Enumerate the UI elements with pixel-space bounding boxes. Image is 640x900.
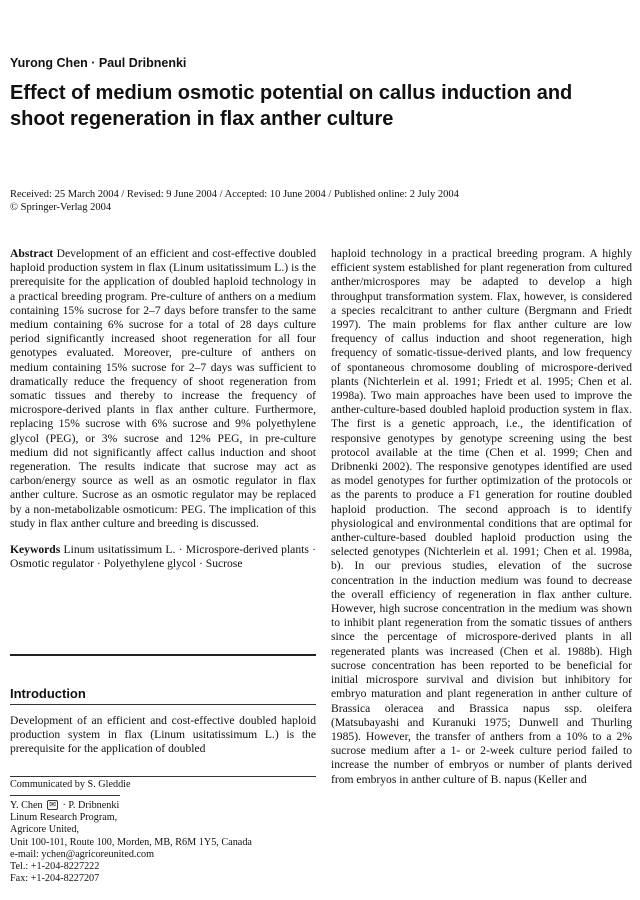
author-address bbox=[10, 800, 316, 885]
footnote-divider-short bbox=[10, 795, 120, 796]
author-name-1: Y. Chen bbox=[10, 800, 43, 811]
address-line: Linum Research Program, bbox=[10, 812, 118, 824]
address-line: Agricore United, bbox=[10, 824, 80, 836]
right-column bbox=[331, 247, 632, 787]
copyright-line: © Springer-Verlag 2004 bbox=[10, 202, 112, 213]
phone-line: Tel.: +1-204-8227222 bbox=[10, 861, 100, 873]
dates-line: Received: 25 March 2004 / Revised: 9 June 2004 / Accepted: 10 June 2004 / Published online: 2 July 2004 bbox=[10, 189, 459, 200]
communicated-by: Communicated by S. Gleddie bbox=[10, 779, 131, 790]
introduction-text: Development of an efficient and cost-effective doubled haploid production system in flax (Linum usitatissimum L.) is the prerequisite for the application of doubled bbox=[10, 714, 316, 756]
footnote-divider bbox=[10, 776, 316, 777]
correspondence-envelope-icon: ✉ bbox=[49, 800, 56, 809]
left-column bbox=[10, 247, 316, 571]
section-divider bbox=[10, 654, 316, 656]
abstract bbox=[10, 247, 316, 531]
address-names bbox=[10, 800, 316, 812]
fax-line: Fax: +1-204-8227207 bbox=[10, 873, 100, 885]
introduction-heading: Introduction bbox=[10, 686, 86, 701]
heading-rule bbox=[10, 704, 316, 705]
author-list: Yurong Chen · Paul Dribnenki bbox=[10, 56, 187, 70]
introduction-continued: haploid technology in a practical breeding program. A highly efficient system established for plant regeneration from cultured anther/microspores may be adapted to develop a high throughput transformation system. Flax, however, is considered a species recalcitrant to anther culture (Bergmann and Friedt 1997). The main problems for flax anther culture are low frequency of callus induction and shoot regeneration, high frequency of somatic-tissue-derived plants, and low frequency of spontaneous chromosome doubling of microspore-derived plants (Nichterlein et al. 1991; Friedt et al. 1995; Chen et al. 1998a). Two main approaches have been used to improve the anther-culture-based doubled haploid production system in flax. The first is a genetic approach, i.e., the identification of responsive genotypes by genotype screening using the best protocol available at the time (Chen et al. 1999; Chen and Dribnenki 2002). The responsive genotypes identified are used as model genotypes for further optimization of the protocols or as the parents to produce a F1 generation for routine doubled haploid production. The second approach is to identify physiological and environmental conditions that are optimal for anther-culture-based doubled haploid production using the selected genotypes (Nichterlein et al. 1991; Chen et al. 1998a, b). In our previous studies, elevation of the sucrose concentration in the induction medium was found to decrease the overall efficiency of regeneration in flax anther culture. However, high sucrose concentration in the medium was shown to inhibit plant regeneration from the somatic tissues of anthers since the percentage of microspore-derived plants in all regenerated plants was increased (Chen et al. 1988b). High sucrose concentration has been reported to be beneficial for initial microspore survival and division but inhibitory for embryo maturation and plant regeneration in anther culture of Brassica oleracea and Brassica napus ssp. oleifera (Matsubayashi and Kuranuki 1975; Dunwell and Thurling 1985). However, the transfer of anthers from a 10% to a 2% sucrose medium after a 1- or 2-week culture period failed to increase the number of embryos or number of plants derived from embryos in anther culture of B. napus (Keller and bbox=[331, 247, 632, 786]
abstract-label: Abstract bbox=[10, 247, 54, 260]
keywords bbox=[10, 543, 316, 571]
publication-dates bbox=[10, 188, 630, 214]
address-line: Unit 100-101, Route 100, Morden, MB, R6M 1Y5, Canada bbox=[10, 836, 252, 848]
keywords-label: Keywords bbox=[10, 543, 61, 557]
keywords-text: Linum usitatissimum L. · Microspore-derived plants · Osmotic regulator · Polyethylene glycol · Sucrose bbox=[10, 543, 316, 571]
paper-title: Effect of medium osmotic potential on callus induction and shoot regeneration in flax anther culture bbox=[10, 82, 573, 130]
abstract-text: Development of an efficient and cost-effective doubled haploid production system in flax (Linum usitatissimum L.) is the prerequisite for the application of doubled haploid technology in a practical breeding program. Pre-culture of anthers on a medium containing 15% sucrose for 2–7 days before transfer to the same medium containing 6% sucrose for a total of 28 days culture period significantly increased shoot regeneration for all four genotypes evaluated. Moreover, pre-culture of anthers on medium containing 15% sucrose for 2–7 days was sufficient to dramatically reduce the frequency of shoot regeneration from somatic tissues and thereby to increase the frequency of microspore-derived plants in flax anther culture. Furthermore, replacing 15% sucrose with 6% sucrose and 9% polyethylene glycol (PEG), or 3% sucrose and 12% PEG, in pre-culture medium did not significantly affect callus induction and shoot regeneration. The results indicate that sucrose may act as carbon/energy source as well as an osmotic regulator in flax anther culture. Sucrose as an osmotic regulator may be replaced by a non-metabolizable osmoticum: PEG. The implication of this study in flax anther culture and breeding is discussed. bbox=[10, 247, 316, 530]
author-name-2: · P. Dribnenki bbox=[62, 800, 120, 811]
email-line: e-mail: ychen@agricoreunited.com bbox=[10, 848, 155, 860]
